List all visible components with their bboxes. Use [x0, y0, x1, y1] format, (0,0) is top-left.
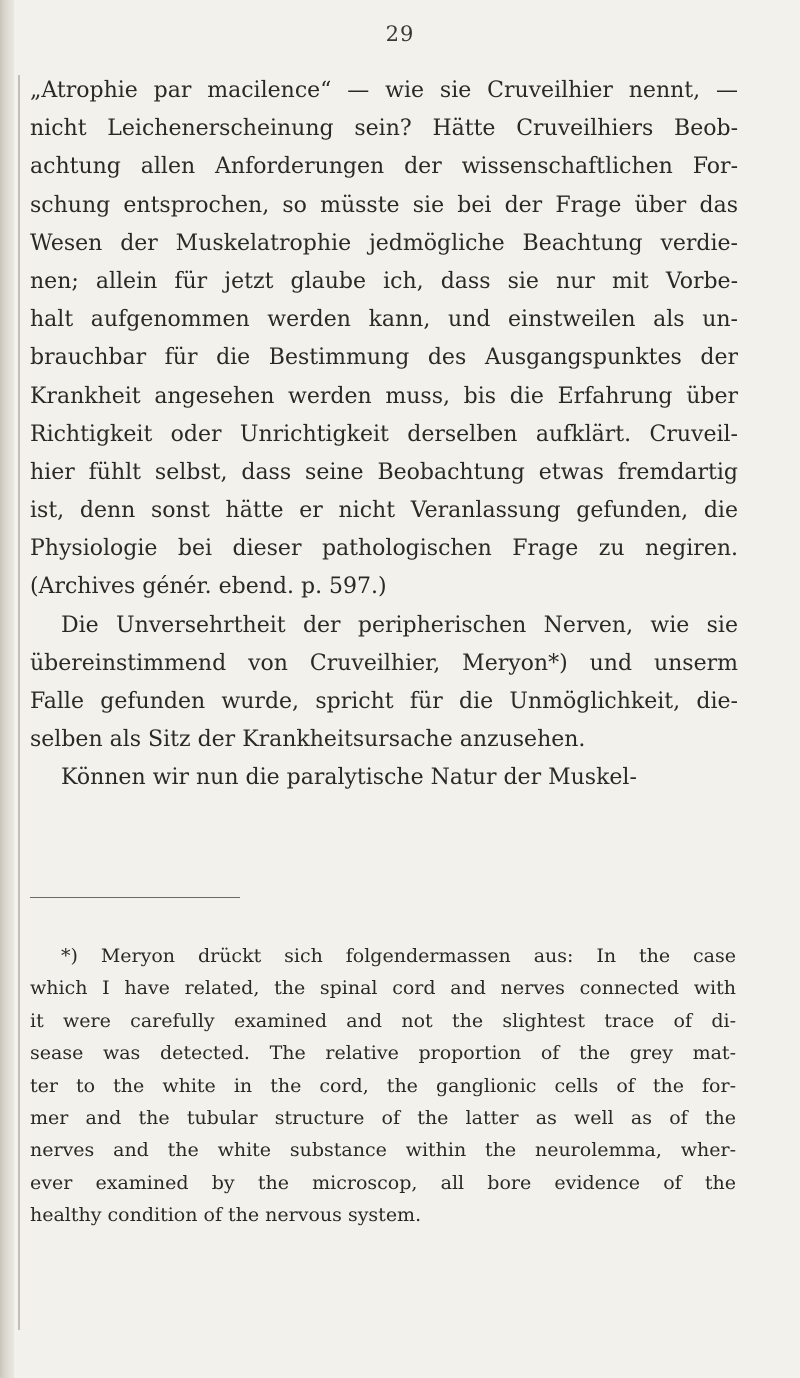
footnote-line: ter to the white in the cord, the ganglionic cells of the for- [30, 1074, 736, 1097]
body-line: Die Unversehrtheit der peripherischen Nerven, wie sie [61, 612, 738, 638]
body-line: nen; allein für jetzt glaube ich, dass sie nur mit Vorbe- [30, 268, 738, 294]
body-line: „Atrophie par macilence“ — wie sie Cruveilhier nennt, — [30, 78, 738, 103]
footnote-line: ever examined by the microscop, all bore evidence of the [30, 1171, 736, 1194]
body-line: Falle gefunden wurde, spricht für die Unmöglichkeit, die- [30, 689, 738, 714]
body-line: halt aufgenommen werden kann, und einstweilen als un- [30, 307, 738, 333]
footnote-line: *) Meryon drückt sich folgendermassen aus: In the case [61, 945, 736, 967]
body-line: Können wir nun die paralytische Natur der Muskel- [61, 765, 637, 791]
body-line: übereinstimmend von Cruveilhier, Meryon*) und unserm [30, 650, 738, 676]
body-line: nicht Leichenerscheinung sein? Hätte Cruveilhiers Beob- [30, 116, 738, 142]
body-line: achtung allen Anforderungen der wissenschaftlichen For- [30, 154, 738, 180]
footnote-line: healthy condition of the nervous system. [30, 1204, 422, 1227]
footnote-line: sease was detected. The relative proportion of the grey mat- [30, 1042, 736, 1065]
body-line: Physiologie bei dieser pathologischen Frage zu negiren. [30, 536, 738, 562]
body-line: Wesen der Muskelatrophie jedmögliche Beachtung verdie- [30, 230, 738, 256]
footnote [30, 940, 736, 1232]
gutter-shadow [18, 75, 20, 1330]
body-line: brauchbar für die Bestimmung des Ausgangspunktes der [30, 345, 738, 371]
body-text [30, 72, 738, 798]
footnote-line: which I have related, the spinal cord and nerves connected with [30, 977, 736, 1000]
footnote-divider [30, 897, 240, 898]
body-line: (Archives génér. ebend. p. 597.) [30, 574, 387, 600]
body-line: schung entsprochen, so müsste sie bei der Frage über das [30, 192, 738, 218]
body-line: Richtigkeit oder Unrichtigkeit derselben aufklärt. Cruveil- [30, 421, 738, 447]
page-binding-edge [0, 0, 14, 1378]
body-line: selben als Sitz der Krankheitsursache anzusehen. [30, 727, 586, 753]
body-line: ist, denn sonst hätte er nicht Veranlassung gefunden, die [30, 498, 738, 524]
footnote-line: it were carefully examined and not the slightest trace of di- [30, 1009, 736, 1032]
body-line: Krankheit angesehen werden muss, bis die Erfahrung über [30, 383, 738, 409]
body-line: hier fühlt selbst, dass seine Beobachtung etwas fremdartig [30, 459, 738, 485]
page-number: 29 [385, 22, 415, 46]
footnote-line: nerves and the white substance within the neurolemma, wher- [30, 1139, 736, 1162]
footnote-line: mer and the tubular structure of the latter as well as of the [30, 1106, 736, 1129]
